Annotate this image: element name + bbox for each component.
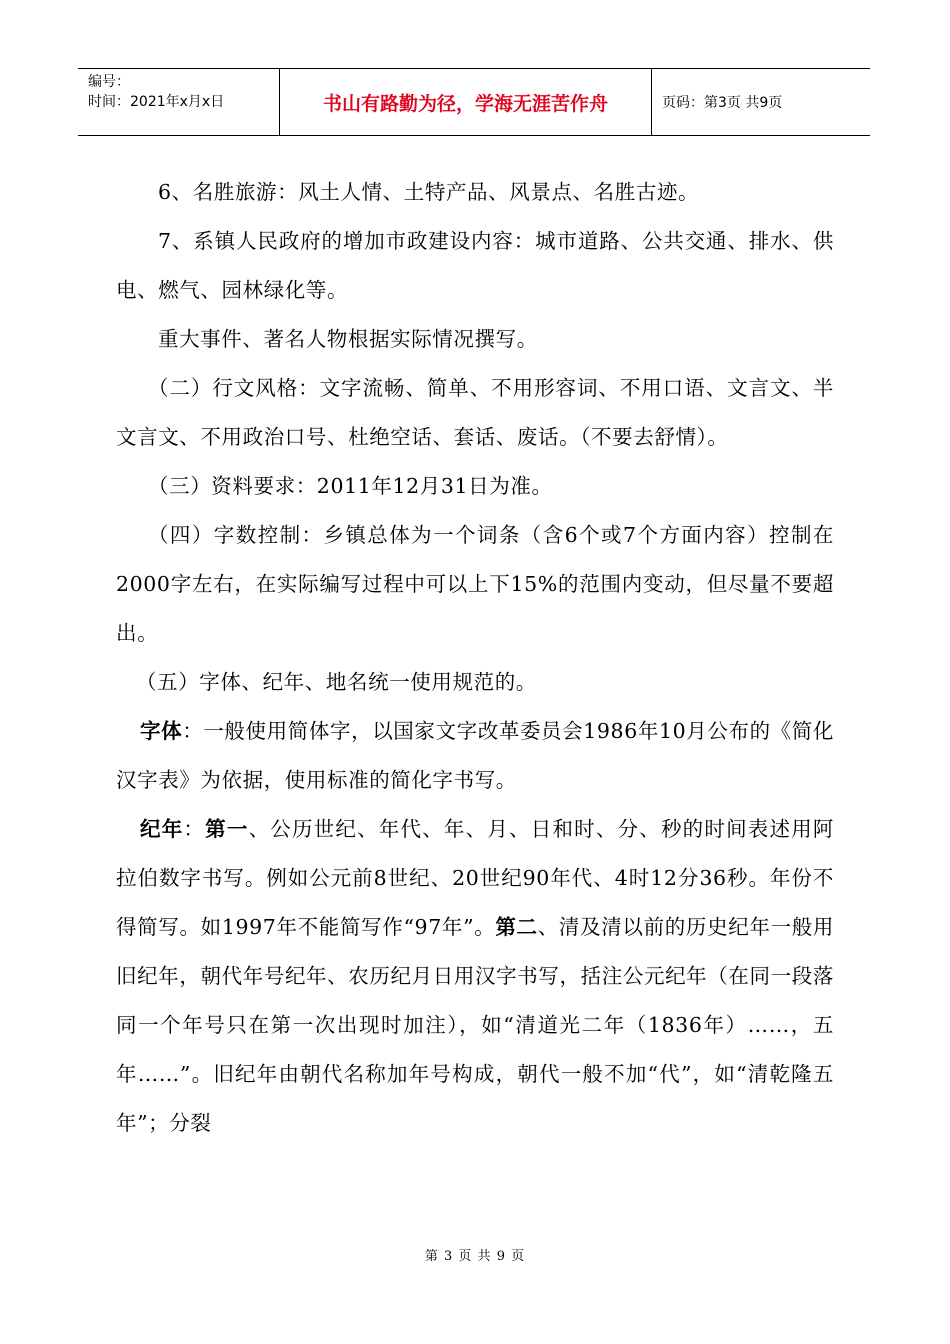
- page-header: [78, 68, 870, 136]
- paragraph-font: [116, 707, 834, 805]
- paragraph-materials: （三）资料要求：2011年12月31日为准。: [148, 474, 553, 498]
- point-one-heading: 第一: [205, 817, 249, 841]
- page-footer: 第 3 页 共 9 页: [424, 1249, 526, 1264]
- document-body: [116, 168, 834, 1148]
- number-label: 编号：: [88, 74, 130, 90]
- font-text: ：一般使用简体字，以国家文字改革委员会1986年10月公布的《简化汉字表》为依据，使用标准的简化字书写。: [116, 719, 834, 792]
- point-one-text: 、公历世纪、年代、年、月、日和时、分、秒的时间表述用阿拉伯数字书写。例如公元前8世纪、20世纪90年代、4时12分36秒。年份不得简写。如1997年不能简写作“97年”。: [116, 817, 835, 939]
- header-page-info: 页码：第3页 共9页: [662, 95, 783, 111]
- paragraph-style: （二）行文风格：文字流畅、简单、不用形容词、不用口语、文言文、半文言文、不用政治口号、杜绝空话、套话、废话。（不要去舒情）。: [116, 376, 834, 449]
- time-label: 时间：2021年x月x日: [88, 94, 225, 110]
- point-two-text: 、清及清以前的历史纪年一般用旧纪年，朝代年号纪年、农历纪月日用汉字书写，括注公元纪年（在同一段落同一个年号只在第一次出现时加注），如“清道光二年（1836年）……，五年……”。旧纪年由朝代名称加年号构成，朝代一般不加“代”，如“清乾隆五年”；分裂: [116, 915, 834, 1135]
- font-heading: 字体: [140, 719, 183, 743]
- paragraph-chronology: [116, 805, 834, 1148]
- paragraph-word-count: （四）字数控制：乡镇总体为一个词条（含6个或7个方面内容）控制在2000字左右，在实际编写过程中可以上下15%的范围内变动，但尽量不要超出。: [116, 523, 834, 645]
- paragraph-municipal: 7、系镇人民政府的增加市政建设内容：城市道路、公共交通、排水、供电、燃气、园林绿化等。: [116, 229, 834, 302]
- paragraph-unified: （五）字体、纪年、地名统一使用规范的。: [136, 670, 537, 694]
- chronology-colon: ：: [183, 817, 206, 841]
- paragraph-events: 重大事件、著名人物根据实际情况撰写。: [158, 327, 538, 351]
- header-meta: [78, 69, 280, 135]
- chronology-heading: 纪年: [140, 817, 184, 841]
- header-motto: 书山有路勤为径，学海无涯苦作舟: [280, 69, 652, 135]
- paragraph-scenic: 6、名胜旅游：风土人情、土特产品、风景点、名胜古迹。: [158, 180, 700, 204]
- point-two-heading: 第二: [495, 915, 538, 939]
